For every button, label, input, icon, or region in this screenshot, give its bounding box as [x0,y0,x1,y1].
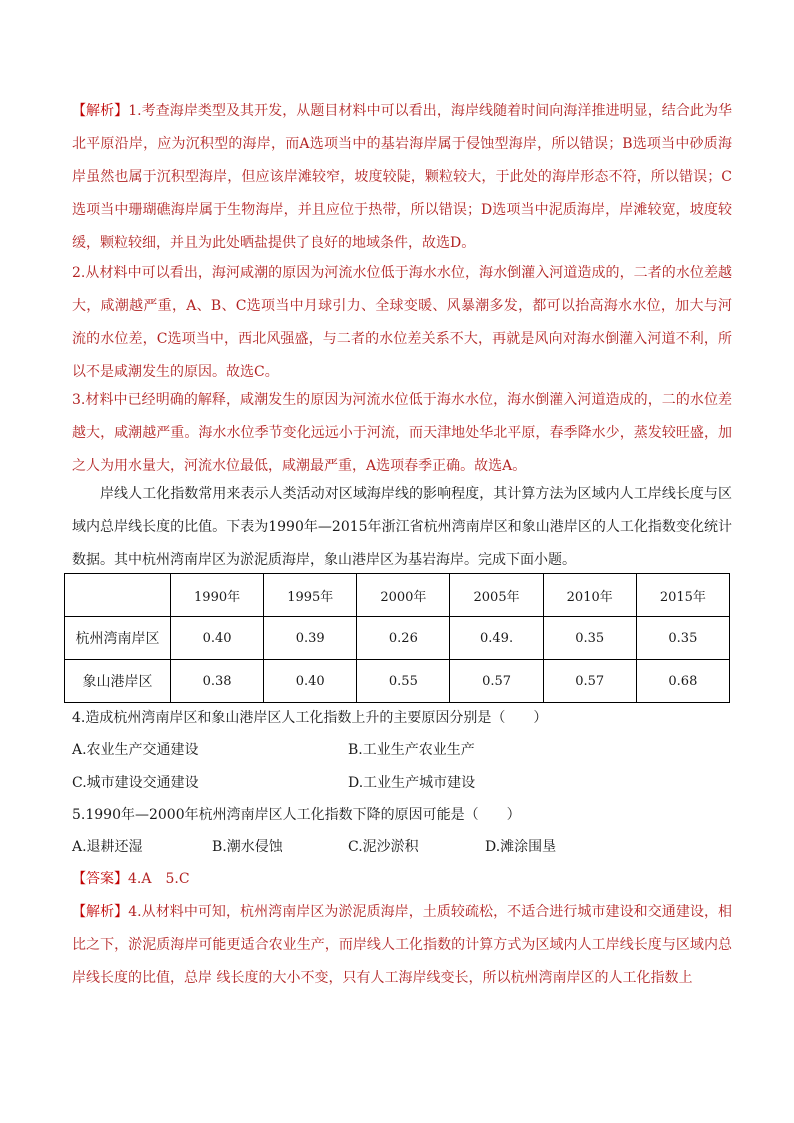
q4-option-a: A.农业生产交通建设 [72,742,199,758]
table-cell: 0.26 [357,617,450,660]
q5-option-b: B.潮水侵蚀 [212,839,283,855]
table-header-cell: 1995年 [264,574,357,617]
table-cell: 0.40 [171,617,264,660]
answer-line [72,869,190,889]
q4-stem: 4.造成杭州湾南岸区和象山港岸区人工化指数上升的主要原因分别是（ ） [72,710,548,726]
table-row-label: 杭州湾南岸区 [65,617,171,660]
table-row [65,617,730,660]
table-cell: 0.55 [357,660,450,703]
table-cell: 0.38 [171,660,264,703]
analysis-tag: 【解析】 [72,103,129,119]
q4-option-d: D.工业生产城市建设 [348,775,476,791]
analysis-q1-text: 1.考查海岸类型及其开发，从题目材料中可以看出，海岸线随着时间向海洋推进明显，结合此为华北平原沿岸，应为沉积型的海岸，而A选项当中的基岩海岸属于侵蚀型海岸，所以错误；B选项当中砂质海岸虽然也属于沉积型海岸，但应该岸滩较窄，坡度较陡，颗粒较大，于此处的海岸形态不符，所以错误；C选项当中珊瑚礁海岸属于生物海岸，并且应位于热带，所以错误；D选项当中泥质海岸，岸滩较宽，坡度较缓，颗粒较细，并且为此处晒盐提供了良好的地域条件，故选D。 [72,103,733,251]
analysis-q2: 2.从材料中可以看出，海河咸潮的原因为河流水位低于海水水位，海水倒灌入河道造成的，二者的水位差越大，咸潮越严重，A、B、C选项当中月球引力、全球变暖、风暴潮多发，都可以抬高海水水位，加大与河流的水位差，C选项当中，西北风强盛，与二者的水位差关系不大，再就是风向对海水倒灌入河道不利，所以不是咸潮发生的原因。故选C。 [72,265,732,380]
analysis-tag: 【解析】 [72,904,129,920]
table-cell: 0.35 [543,617,636,660]
index-table [64,573,730,703]
table-cell: 0.68 [636,660,729,703]
table-header-cell: 2005年 [450,574,543,617]
table-cell: 0.57 [450,660,543,703]
q4-option-c: C.城市建设交通建设 [72,775,199,791]
q5-option-c: C.泥沙淤积 [348,839,419,855]
q5-option-d: D.滩涂围垦 [485,839,557,855]
table-cell: 0.40 [264,660,357,703]
table-row [65,660,730,703]
analysis-q1 [72,95,732,260]
answer-text: 4.A 5.C [128,871,190,887]
q5-option-a: A.退耕还湿 [72,839,143,855]
table-header-cell [65,574,171,617]
answer-tag: 【答案】 [72,871,128,887]
table-header-cell: 1990年 [171,574,264,617]
analysis-q4 [72,896,732,995]
table-header-cell: 2010年 [543,574,636,617]
table-cell: 0.49. [450,617,543,660]
q4-option-b: B.工业生产农业生产 [348,742,475,758]
q5-stem: 5.1990年—2000年杭州湾南岸区人工化指数下降的原因可能是（ ） [72,807,521,823]
analysis-q3: 3.材料中已经明确的解释，咸潮发生的原因为河流水位低于海水水位，海水倒灌入河道造成的，二的水位差越大，咸潮越严重。海水水位季节变化远远小于河流，而天津地处华北平原，春季降水少，蒸发较旺盛，加之人为用水量大，河流水位最低，咸潮最严重，A选项春季正确。故选A。 [72,392,732,474]
table-cell: 0.57 [543,660,636,703]
table-cell: 0.39 [264,617,357,660]
table-row-label: 象山港岸区 [65,660,171,703]
table-header-cell: 2000年 [357,574,450,617]
analysis-q4-text: 4.从材料中可知，杭州湾南岸区为淤泥质海岸，土质较疏松，不适合进行城市建设和交通建设，相比之下，淤泥质海岸可能更适合农业生产，而岸线人工化指数的计算方式为区域内人工岸线长度与区域内总岸线长度的比值，总岸 线长度的大小不变，只有人工海岸线变长，所以杭州湾南岸区的人工化指数上 [72,904,733,986]
material-intro: 岸线人工化指数常用来表示人类活动对区域海岸线的影响程度，其计算方法为区域内人工岸线长度与区域内总岸线长度的比值。下表为1990年—2015年浙江省杭州湾南岸区和象山港岸区的人工化指数变化统计数据。其中杭州湾南岸区为淤泥质海岸，象山港岸区为基岩海岸。完成下面小题。 [72,486,732,568]
table-header-row [65,574,730,617]
table-header-cell: 2015年 [636,574,729,617]
table-cell: 0.35 [636,617,729,660]
